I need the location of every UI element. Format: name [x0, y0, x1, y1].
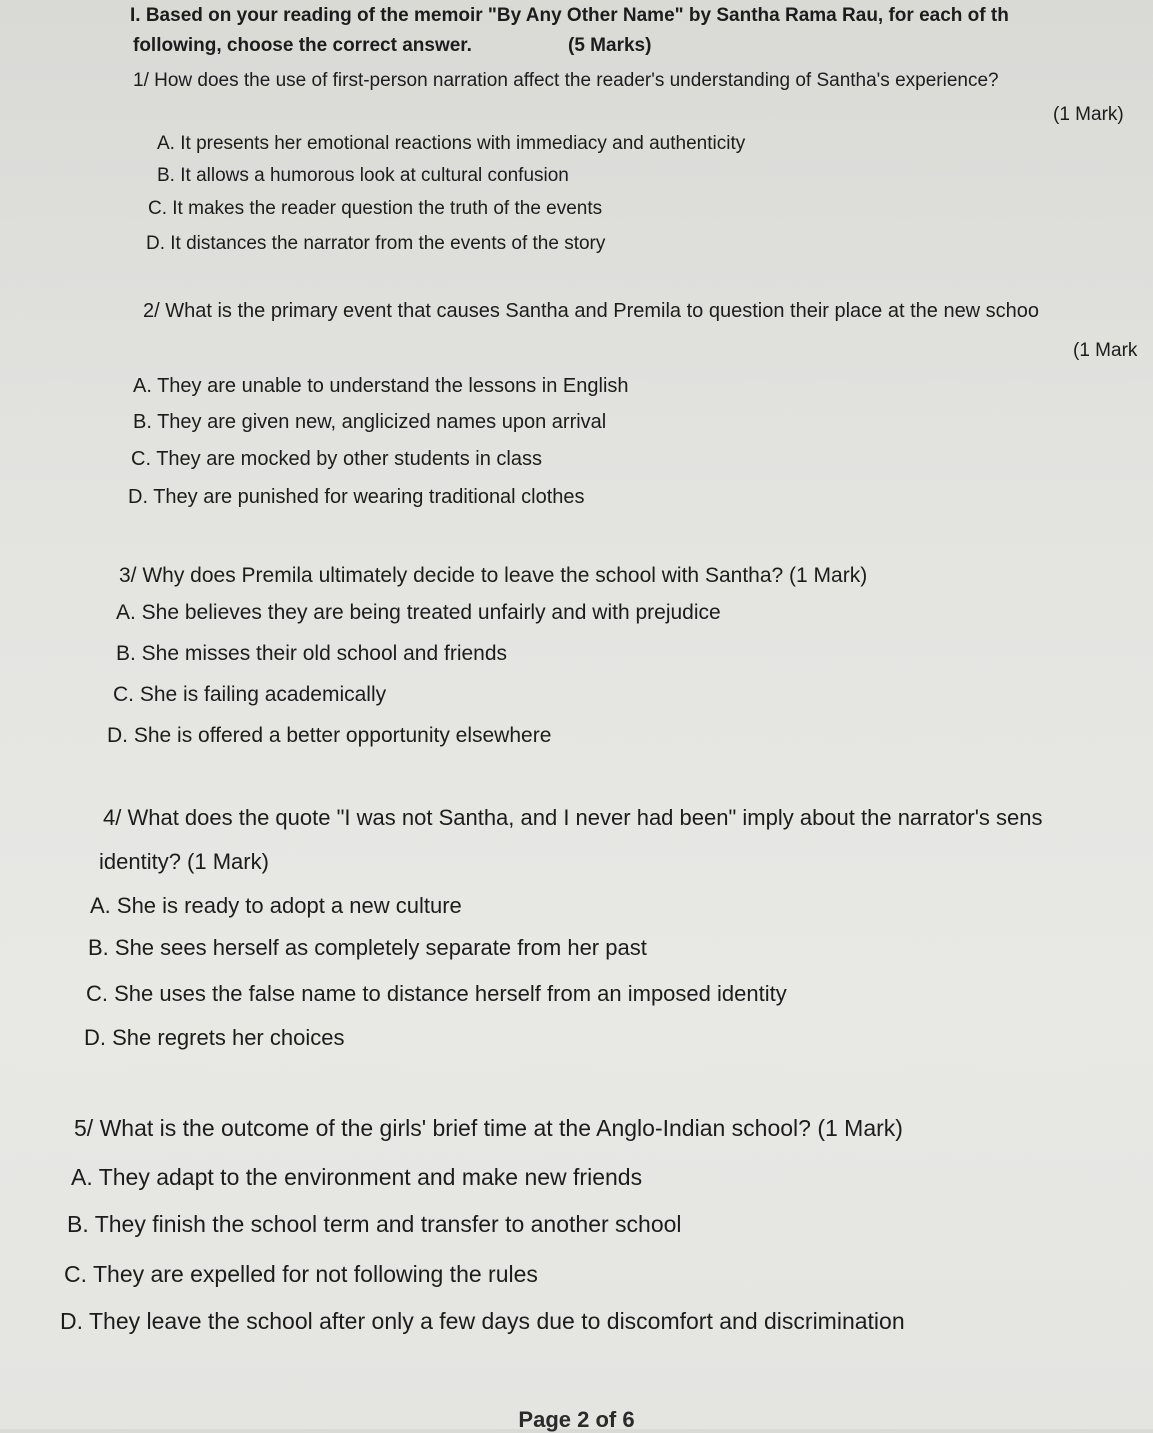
question-1-text: 1/ How does the use of first-person narration affect the reader's understanding of Santha's experience? — [133, 70, 999, 91]
question-1-option-b[interactable]: B. It allows a humorous look at cultural confusion — [157, 165, 569, 186]
question-4-option-a[interactable]: A. She is ready to adopt a new culture — [90, 893, 462, 918]
question-1-option-d[interactable]: D. It distances the narrator from the events of the story — [146, 233, 606, 254]
question-3-option-b[interactable]: B. She misses their old school and friends — [116, 642, 508, 665]
question-3-option-c[interactable]: C. She is failing academically — [113, 683, 387, 706]
question-5-option-b[interactable]: B. They finish the school term and transfer to another school — [67, 1211, 682, 1237]
question-2-option-d[interactable]: D. They are punished for wearing traditional clothes — [128, 486, 585, 508]
question-4-text: 4/ What does the quote "I was not Santha, and I never had been" imply about the narrator's sens — [103, 805, 1043, 830]
question-3-option-a[interactable]: A. She believes they are being treated unfairly and with prejudice — [116, 601, 721, 624]
question-5-option-d[interactable]: D. They leave the school after only a few days due to discomfort and discrimination — [60, 1308, 905, 1334]
question-2-option-b[interactable]: B. They are given new, anglicized names upon arrival — [133, 411, 607, 433]
question-1-option-a[interactable]: A. It presents her emotional reactions with immediacy and authenticity — [157, 133, 746, 154]
question-2-option-c[interactable]: C. They are mocked by other students in class — [131, 448, 542, 470]
instructions-line-2: following, choose the correct answer. — [133, 35, 472, 56]
question-4-text-continued: identity? (1 Mark) — [99, 849, 269, 874]
question-5-option-c[interactable]: C. They are expelled for not following the rules — [64, 1261, 538, 1287]
question-3-text: 3/ Why does Premila ultimately decide to leave the school with Santha? (1 Mark) — [119, 564, 868, 587]
question-4-option-d[interactable]: D. She regrets her choices — [84, 1025, 345, 1050]
page-number: Page 2 of 6 — [518, 1407, 635, 1432]
question-4-option-b[interactable]: B. She sees herself as completely separate from her past — [88, 935, 647, 960]
question-2-text: 2/ What is the primary event that causes Santha and Premila to question their place at the new schoo — [143, 300, 1040, 322]
question-4-option-c[interactable]: C. She uses the false name to distance herself from an imposed identity — [86, 981, 787, 1006]
total-marks: (5 Marks) — [568, 35, 652, 56]
question-1-option-c[interactable]: C. It makes the reader question the truth of the events — [148, 198, 603, 219]
question-5-option-a[interactable]: A. They adapt to the environment and make new friends — [71, 1164, 643, 1190]
question-2-option-a[interactable]: A. They are unable to understand the lessons in English — [133, 375, 629, 397]
question-2-mark: (1 Mark — [1073, 340, 1138, 361]
question-5-text: 5/ What is the outcome of the girls' brief time at the Anglo-Indian school? (1 Mark) — [74, 1115, 903, 1141]
instructions-line-1: I. Based on your reading of the memoir "By Any Other Name" by Santha Rama Rau, for each of th — [130, 5, 1009, 26]
question-3-option-d[interactable]: D. She is offered a better opportunity elsewhere — [107, 724, 552, 747]
question-1-mark: (1 Mark) — [1053, 104, 1124, 125]
